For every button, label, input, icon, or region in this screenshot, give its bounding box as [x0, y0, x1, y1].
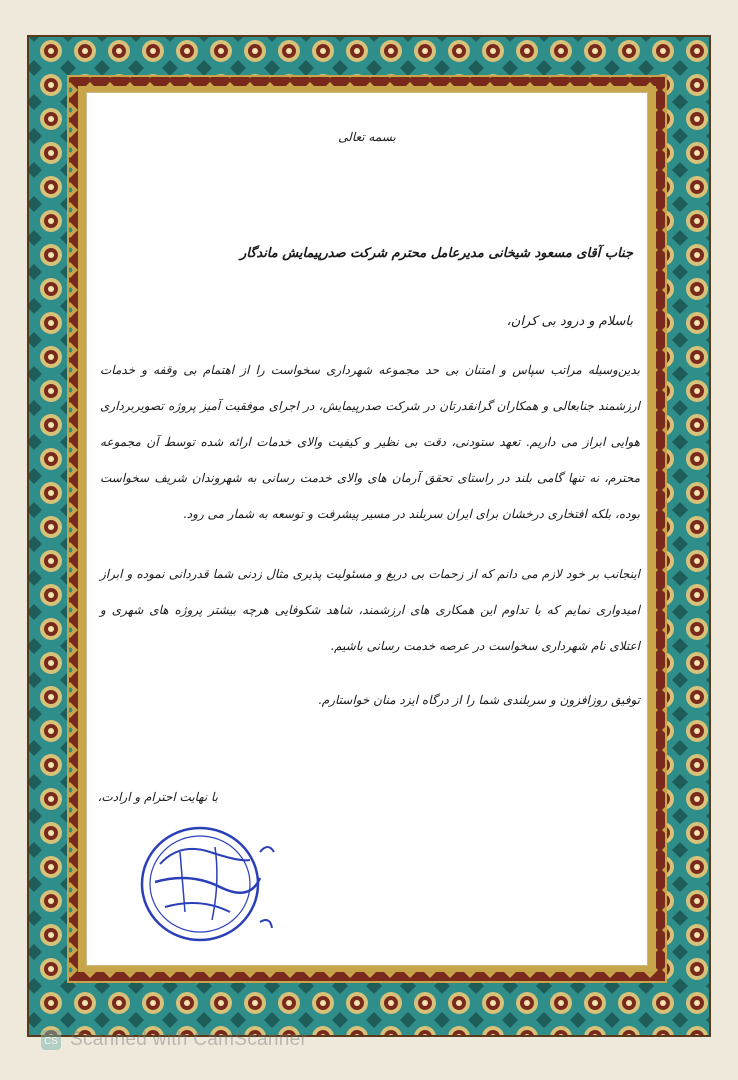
camscanner-logo-icon: [40, 1029, 62, 1051]
camscanner-watermark: [40, 1028, 307, 1052]
body-paragraph-1: بدین‌وسیله مراتب سپاس و امتنان بی حد مجموعه شهرداری سخواست را از اهتمام بی وقفه و خدمات ارزشمند جنابعالی و همکاران گرانقدرتان در شرکت صدرپیمایش، در اجرای موفقیت آمیز پروژه تصویربرداری هوایی ابراز می داریم. تعهد ستودنی، دقت بی نظیر و کیفیت والای خدمات ارائه شده توسط آن مجموعه محترم، نه تنها گامی بلند در راستای تحقق آرمان های والای خدمت رسانی به شهروندان شریف سخواست بوده، بلکه افتخاری درخشان برای ایران سربلند در مسیر پیشرفت و توسعه به شمار می رود.: [100, 363, 640, 521]
closing-line: با نهایت احترام و ارادت،: [97, 790, 218, 804]
body-paragraph-2: اینجانب بر خود لازم می دانم که از زحمات بی دریغ و مسئولیت پذیری مثال زدنی شما قدردانی نموده و ابراز امیدواری نمایم که با تداوم این همکاری های ارزشمند، شاهد شکوفایی هرچه بیشتر پروژه های شهری و اعتلای نام شهرداری سخواست در عرصه خدمت رسانی باشیم.: [100, 567, 640, 653]
greeting-line: باسلام و درود بی کران،: [506, 314, 633, 329]
body-paragraph-3: توفیق روزافزون و سربلندی شما را از درگاه ایزد منان خواستارم.: [317, 693, 640, 707]
recipient-line: جناب آقای مسعود شیخانی مدیرعامل محترم شرکت صدرپیمایش ماندگار: [239, 246, 633, 261]
svg-text:CS: CS: [44, 1036, 58, 1047]
bism-heading: بسمه تعالی: [338, 130, 396, 144]
watermark-text: Scanned with CamScanner: [70, 1029, 308, 1050]
official-seal-stamp: [120, 812, 280, 952]
